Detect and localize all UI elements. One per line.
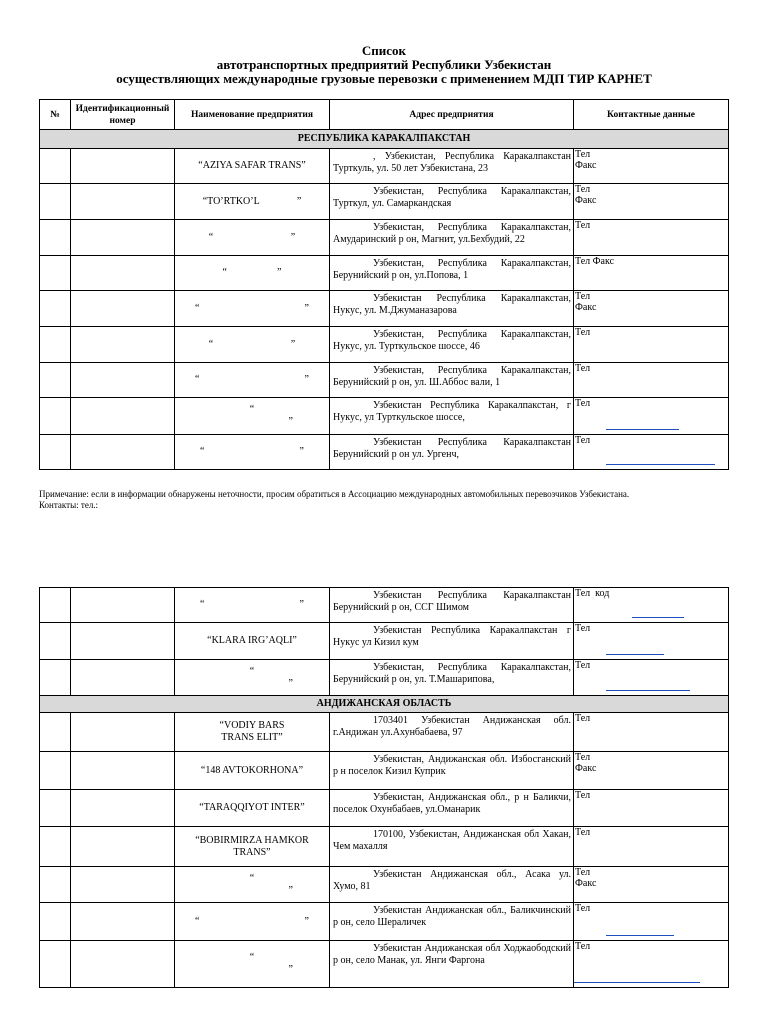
contact-link[interactable]: [606, 654, 664, 655]
row-number-cell: [40, 256, 71, 291]
contact-cell: [574, 398, 729, 435]
row-id-cell: [71, 660, 175, 696]
row-number-cell: [40, 660, 71, 696]
contact-text: Тел: [575, 827, 591, 838]
contact-cell: [574, 827, 729, 867]
row-number-cell: [40, 363, 71, 398]
row-id-cell: [71, 588, 175, 623]
row-id-cell: [71, 363, 175, 398]
enterprise-name-cell: “KLARA IRG’AQLI”: [175, 623, 330, 660]
enterprise-name-cell: “ ”: [175, 398, 330, 435]
enterprise-address-cell: [330, 149, 574, 184]
address-text: Узбекистан, Республика Каракалпакстан, Берунийский р он, ул. Т.Машарипова,: [333, 662, 571, 685]
address-text: , Узбекистан, Республика Каракалпакстан Турткуль, ул. 50 лет Узбекистана, 23: [333, 151, 571, 174]
enterprise-address-cell: [330, 827, 574, 867]
row-number-cell: [40, 790, 71, 827]
row-id-cell: [71, 752, 175, 790]
table-row: [40, 867, 729, 903]
enterprise-name-cell: “ ”: [175, 903, 330, 941]
contact-text: Тел код: [575, 588, 610, 599]
enterprise-address-cell: [330, 660, 574, 696]
enterprise-address-cell: [330, 903, 574, 941]
table-row: [40, 752, 729, 790]
enterprise-name-cell: “BOBIRMIRZA HAMKOR TRANS”: [175, 827, 330, 867]
row-id-cell: [71, 256, 175, 291]
contact-text: Тел Факс: [575, 184, 597, 206]
contact-text: Тел Факс: [575, 867, 597, 889]
contact-cell: [574, 256, 729, 291]
col-header-number: №: [40, 100, 71, 130]
table-row: [40, 184, 729, 220]
address-text: Узбекистан Республика Каракалпакстан, г Нукус, ул Турткульское шоссе,: [333, 400, 571, 423]
table-row: [40, 256, 729, 291]
contact-text: Тел Факс: [575, 752, 597, 774]
list-title: Список: [361, 43, 407, 58]
enterprise-address-cell: [330, 256, 574, 291]
table-row: [40, 941, 729, 988]
contact-text: Тел: [575, 327, 591, 338]
table-row: [40, 588, 729, 623]
address-text: 1703401 Узбекистан Андижанская обл. г.Андижан ул.Ахунбабаева, 97: [333, 715, 571, 738]
enterprise-table-2: [39, 587, 729, 988]
contact-text: Тел: [575, 363, 591, 374]
row-id-cell: [71, 867, 175, 903]
table-row: [40, 398, 729, 435]
row-number-cell: [40, 752, 71, 790]
enterprise-address-cell: [330, 398, 574, 435]
contact-link[interactable]: [606, 935, 674, 936]
enterprise-name-cell: “VODIY BARS TRANS ELIT”: [175, 713, 330, 752]
enterprise-address-cell: [330, 941, 574, 988]
address-text: Узбекистан, Республика Каракалпакстан, Берунийский р он, ул. Ш.Аббос вали, 1: [333, 365, 571, 388]
enterprise-address-cell: [330, 752, 574, 790]
contact-cell: [574, 623, 729, 660]
list-subtitle-1: автотранспортных предприятий Республики Узбекистан: [216, 57, 552, 72]
row-id-cell: [71, 149, 175, 184]
enterprise-name-cell: “ ”: [175, 867, 330, 903]
enterprise-address-cell: [330, 363, 574, 398]
address-text: Узбекистан Андижанская обл., Баликчинский р он, село Шераличек: [333, 905, 571, 928]
enterprise-name-cell: “ ”: [175, 327, 330, 363]
contact-cell: [574, 220, 729, 256]
address-text: Узбекистан Республика Каракалпакстан, Нукус, ул. М.Джуманазарова: [333, 293, 571, 316]
row-id-cell: [71, 435, 175, 470]
row-number-cell: [40, 827, 71, 867]
enterprise-address-cell: [330, 867, 574, 903]
contact-text: Тел: [575, 398, 591, 409]
row-id-cell: [71, 827, 175, 867]
table-row: [40, 623, 729, 660]
contact-text: Тел: [575, 903, 591, 914]
enterprise-name-cell: “ ”: [175, 363, 330, 398]
address-text: Узбекистан Республика Каракалпакстан Берунийский р он ул. Ургенч,: [333, 437, 571, 460]
contact-cell: [574, 752, 729, 790]
contact-text: Тел: [575, 220, 591, 231]
row-number-cell: [40, 713, 71, 752]
contact-text: Тел: [575, 435, 591, 446]
address-text: Узбекистан, Республика Каракалпакстан, Турткул, ул. Самаркандская: [333, 186, 571, 209]
enterprise-address-cell: [330, 588, 574, 623]
address-text: Узбекистан, Республика Каракалпакстан, Нукус, ул. Турткульское шоссе, 46: [333, 329, 571, 352]
contact-text: Тел: [575, 713, 591, 724]
row-id-cell: [71, 184, 175, 220]
contact-link[interactable]: [574, 982, 700, 983]
enterprise-name-cell: “ ”: [175, 256, 330, 291]
contact-link[interactable]: [606, 464, 715, 465]
row-id-cell: [71, 623, 175, 660]
contact-cell: [574, 435, 729, 470]
contact-cell: [574, 363, 729, 398]
enterprise-address-cell: [330, 291, 574, 327]
address-text: Узбекистан Республика Каракалпакстан г Нукус ул Кизил кум: [333, 625, 571, 648]
enterprise-name-cell: “TARAQQIYOT INTER”: [175, 790, 330, 827]
table-row: [40, 435, 729, 470]
footnote-contacts: Контакты: тел.:: [39, 500, 99, 510]
row-number-cell: [40, 184, 71, 220]
table-row: [40, 713, 729, 752]
table-row: [40, 291, 729, 327]
row-number-cell: [40, 327, 71, 363]
row-number-cell: [40, 903, 71, 941]
footnote-text: Примечание: если в информации обнаружены неточности, просим обратиться в Ассоциацию международных автомобильных перевозчиков Узбекистана.: [39, 489, 630, 499]
footnote: [39, 489, 629, 511]
contact-link[interactable]: [606, 690, 690, 691]
contact-cell: [574, 790, 729, 827]
enterprise-name-cell: “ ”: [175, 435, 330, 470]
row-number-cell: [40, 435, 71, 470]
contact-cell: [574, 660, 729, 696]
row-id-cell: [71, 398, 175, 435]
row-id-cell: [71, 903, 175, 941]
table-row: [40, 660, 729, 696]
row-number-cell: [40, 398, 71, 435]
col-header-name: Наименование предприятия: [175, 100, 330, 130]
address-text: Узбекистан, Андижанская обл. Избосганский р н поселок Кизил Куприк: [333, 754, 571, 777]
row-number-cell: [40, 623, 71, 660]
row-number-cell: [40, 291, 71, 327]
region-header: РЕСПУБЛИКА КАРАКАЛПАКСТАН: [40, 130, 729, 149]
table-row: [40, 363, 729, 398]
contact-cell: [574, 713, 729, 752]
contact-cell: [574, 588, 729, 623]
address-text: Узбекистан, Республика Каракалпакстан, Амударинский р он, Магнит, ул.Бехбудий, 22: [333, 222, 571, 245]
row-number-cell: [40, 588, 71, 623]
col-header-id: Идентификационный номер: [71, 100, 175, 130]
region-header: АНДИЖАНСКАЯ ОБЛАСТЬ: [40, 696, 729, 713]
col-header-address: Адрес предприятия: [330, 100, 574, 130]
contact-cell: [574, 184, 729, 220]
row-id-cell: [71, 941, 175, 988]
enterprise-address-cell: [330, 713, 574, 752]
enterprise-name-cell: “ ”: [175, 941, 330, 988]
row-id-cell: [71, 713, 175, 752]
enterprise-name-cell: “ ”: [175, 588, 330, 623]
contact-cell: [574, 149, 729, 184]
col-header-contacts: Контактные данные: [574, 100, 729, 130]
address-text: Узбекистан, Республика Каракалпакстан, Берунийский р он, ул.Попова, 1: [333, 258, 571, 281]
table-row: [40, 903, 729, 941]
table-row: [40, 220, 729, 256]
enterprise-address-cell: [330, 327, 574, 363]
contact-cell: [574, 291, 729, 327]
table-row: [40, 827, 729, 867]
contact-cell: [574, 327, 729, 363]
contact-link[interactable]: [606, 429, 679, 430]
row-id-cell: [71, 790, 175, 827]
contact-cell: [574, 903, 729, 941]
enterprise-address-cell: [330, 623, 574, 660]
contact-text: Тел Факс: [575, 149, 597, 171]
enterprise-table-1: [39, 99, 729, 470]
row-number-cell: [40, 220, 71, 256]
contact-cell: [574, 941, 729, 988]
contact-text: Тел: [575, 660, 591, 671]
contact-text: Тел: [575, 623, 591, 634]
enterprise-address-cell: [330, 790, 574, 827]
row-id-cell: [71, 291, 175, 327]
contact-text: Тел: [575, 941, 591, 952]
address-text: Узбекистан Андижанская обл Ходжаободский р он, село Манак, ул. Янги Фаргона: [333, 943, 571, 966]
table-row: [40, 790, 729, 827]
address-text: Узбекистан, Андижанская обл., р н Баликчи, поселок Охунбабаев, ул.Оманарик: [333, 792, 571, 815]
enterprise-address-cell: [330, 435, 574, 470]
row-number-cell: [40, 941, 71, 988]
row-id-cell: [71, 220, 175, 256]
enterprise-name-cell: “AZIYA SAFAR TRANS”: [175, 149, 330, 184]
enterprise-name-cell: “ ”: [175, 220, 330, 256]
row-number-cell: [40, 867, 71, 903]
enterprise-name-cell: “148 AVTOKORHONA”: [175, 752, 330, 790]
list-subtitle-2: осуществляющих международные грузовые перевозки с применением МДП ТИР КАРНЕТ: [116, 71, 652, 86]
address-text: 170100, Узбекистан, Андижанская обл Хакан, Чем махалля: [333, 829, 571, 852]
table-row: [40, 327, 729, 363]
contact-text: Тел Факс: [575, 256, 615, 267]
row-id-cell: [71, 327, 175, 363]
contact-text: Тел: [575, 790, 591, 801]
enterprise-name-cell: “ ”: [175, 660, 330, 696]
address-text: Узбекистан Андижанская обл., Асака ул. Хумо, 81: [333, 869, 571, 892]
row-number-cell: [40, 149, 71, 184]
enterprise-name-cell: “ ”: [175, 291, 330, 327]
enterprise-name-cell: “TO’RTKO’L ”: [175, 184, 330, 220]
contact-link[interactable]: [632, 617, 684, 618]
address-text: Узбекистан Республика Каракалпакстан Берунийский р он, ССГ Шимом: [333, 590, 571, 613]
enterprise-address-cell: [330, 220, 574, 256]
enterprise-address-cell: [330, 184, 574, 220]
contact-text: Тел Факс: [575, 291, 597, 313]
contact-cell: [574, 867, 729, 903]
table-row: [40, 149, 729, 184]
